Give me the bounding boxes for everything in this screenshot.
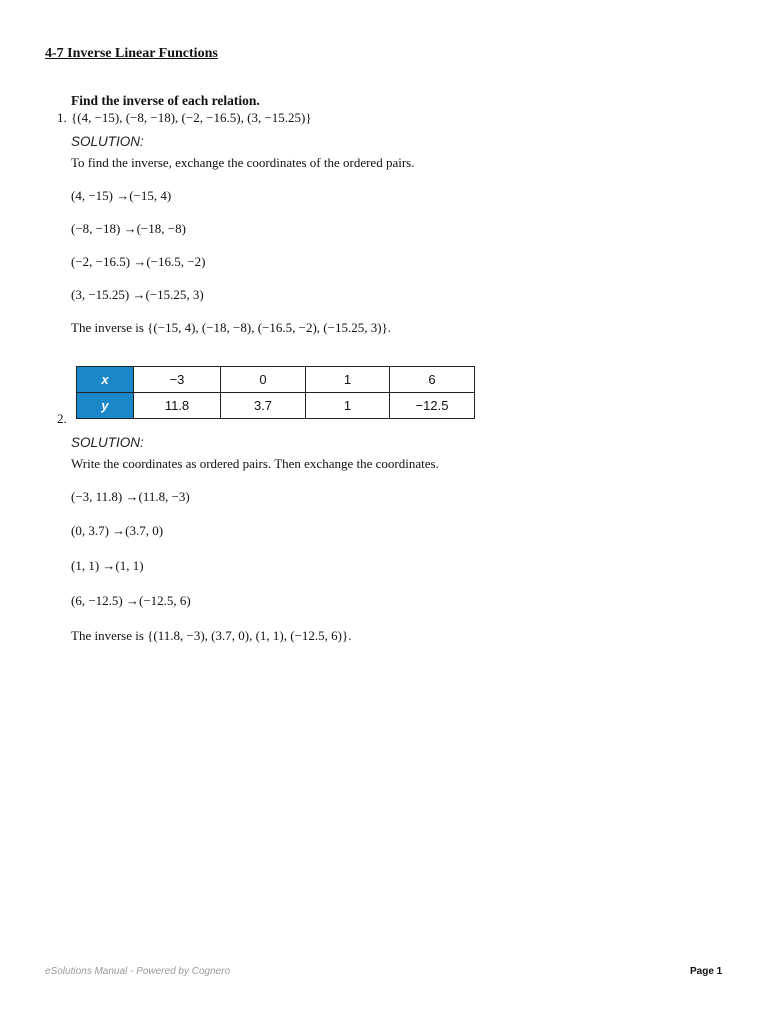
problem-2-intro: Write the coordinates as ordered pairs. Then exchange the coordinates. [71,456,439,471]
problem-1-step: (−8, −18) →(−18, −8) [71,221,186,236]
table-cell: 0 [221,367,306,393]
table-row [77,367,475,393]
problem-1-intro: To find the inverse, exchange the coordinates of the ordered pairs. [71,155,415,170]
problem-2-step: (0, 3.7) →(3.7, 0) [71,523,164,538]
table-header-y: y [77,393,134,419]
problem-2-number: 2. [57,411,67,426]
table-row [77,393,475,419]
table-cell: 11.8 [134,393,221,419]
page-number: Page 1 [690,966,723,977]
problem-1-conclusion: The inverse is {(−15, 4), (−18, −8), (−16.5, −2), (−15.25, 3)}. [71,320,392,335]
table-cell: −12.5 [390,393,475,419]
problem-1-solution-label: SOLUTION: [71,134,144,149]
problem-2-solution-label: SOLUTION: [71,435,144,450]
table-cell: 1 [306,393,390,419]
problem-1-step: (3, −15.25) →(−15.25, 3) [71,287,204,302]
page-title: 4-7 Inverse Linear Functions [45,46,218,61]
problem-1-number: 1. [57,110,67,125]
problem-1-relation: {(4, −15), (−8, −18), (−2, −16.5), (3, −15.25)} [71,110,312,125]
problem-1-step: (4, −15) →(−15, 4) [71,188,172,203]
instructions: Find the inverse of each relation. [71,93,260,108]
xy-table [76,366,475,419]
problem-2-step: (6, −12.5) →(−12.5, 6) [71,593,191,608]
problem-2-step: (−3, 11.8) →(11.8, −3) [71,489,190,504]
table-header-x: x [77,367,134,393]
table-cell: 1 [306,367,390,393]
table-cell: 3.7 [221,393,306,419]
problem-1-step: (−2, −16.5) →(−16.5, −2) [71,254,206,269]
problem-2-step: (1, 1) →(1, 1) [71,558,144,573]
problem-2-conclusion: The inverse is {(11.8, −3), (3.7, 0), (1, 1), (−12.5, 6)}. [71,628,352,643]
footer-credit: eSolutions Manual - Powered by Cognero [45,966,231,977]
table-cell: 6 [390,367,475,393]
table-cell: −3 [134,367,221,393]
